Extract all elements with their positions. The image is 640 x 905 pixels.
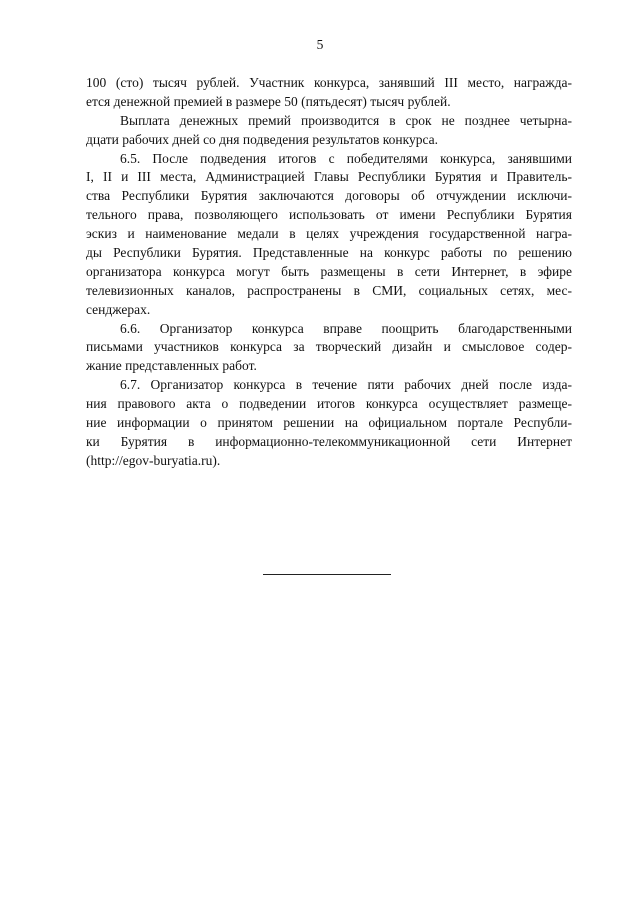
text-line: 6.5. После подведения итогов с победителями конкурса, занявшими [120, 150, 572, 166]
text-line: сенджерах. [86, 301, 151, 317]
text-line: тельного права, позволяющего использовать от имени Республики Бурятия [86, 207, 572, 223]
text-line: организатора конкурса могут быть размещены в сети Интернет, в эфире [86, 263, 572, 279]
end-of-document-divider [263, 574, 391, 575]
text-line: ние информации о принятом решении на официальном портале Республи- [86, 415, 572, 431]
text-line: 6.6. Организатор конкурса вправе поощрить благодарственными [120, 320, 572, 336]
text-line: эскиз и наименование медали в целях учреждения государственной награ- [86, 226, 572, 242]
text-line: ства Республики Бурятия заключаются договоры об отчуждении исключи- [86, 188, 572, 204]
text-line: жание представленных работ. [86, 358, 257, 374]
text-line: 100 (сто) тысяч рублей. Участник конкурса, занявший III место, награжда- [86, 75, 572, 90]
text-line: письмами участников конкурса за творческий дизайн и смысловое содер- [86, 339, 572, 355]
text-line: дцати рабочих дней со дня подведения результатов конкурса. [86, 131, 438, 147]
text-line: ния правового акта о подведении итогов конкурса осуществляет размеще- [86, 396, 572, 412]
page-number: 5 [316, 37, 324, 52]
text-line: 6.7. Организатор конкурса в течение пяти рабочих дней после изда- [120, 377, 572, 393]
text-line: Выплата денежных премий производится в срок не позднее четырна- [120, 112, 572, 128]
text-line: (http://egov-buryatia.ru). [86, 452, 221, 468]
text-line: I, II и III места, Администрацией Главы Республики Бурятия и Правитель- [86, 169, 572, 185]
text-line: ды Республики Бурятия. Представленные на конкурс работы по решению [86, 245, 572, 261]
document-body [86, 74, 572, 471]
text-line: ки Бурятия в информационно-телекоммуникационной сети Интернет [86, 433, 572, 449]
text-line: телевизионных каналов, распространены в СМИ, социальных сетях, мес- [86, 282, 572, 298]
text-line: ется денежной премией в размере 50 (пятьдесят) тысяч рублей. [86, 93, 451, 109]
